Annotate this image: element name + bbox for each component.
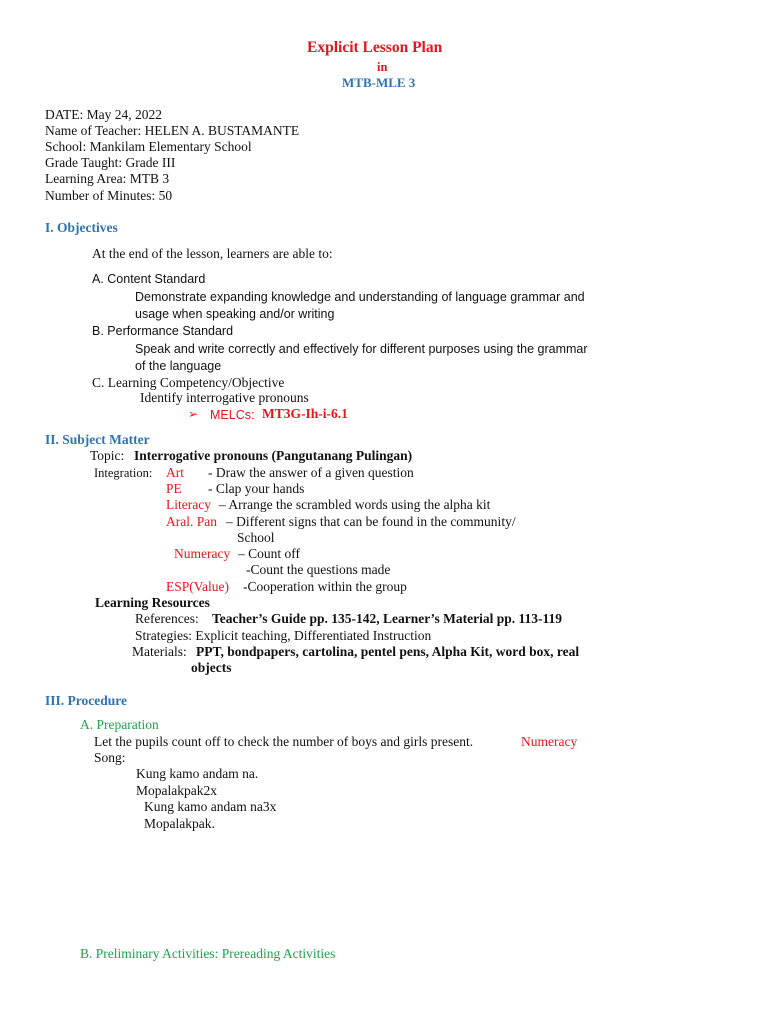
objectives-heading: I. Objectives [45,220,118,235]
integration-literacy-label: Literacy [166,497,211,512]
integration-pe-text: - Clap your hands [208,481,305,496]
content-standard-text-2: usage when speaking and/or writing [135,307,335,321]
topic-label: Topic: [90,448,125,463]
content-standard-label: A. Content Standard [92,272,206,286]
integration-numeracy-label: Numeracy [174,546,231,561]
strategies-text: Strategies: Explicit teaching, Differentiated Instruction [135,628,432,643]
document-subject: MTB-MLE 3 [342,75,416,90]
integration-numeracy-text: – Count off [238,546,301,561]
integration-aral-text-2: School [237,530,275,545]
references-label: References: [135,611,199,626]
materials-text-1: PPT, bondpapers, cartolina, pentel pens, Alpha Kit, word box, real [196,644,580,659]
melc-bullet-icon: ➢ [188,407,199,421]
objectives-intro: At the end of the lesson, learners are able to: [92,246,333,261]
preliminary-heading: B. Preliminary Activities: Prereading Activities [80,946,336,961]
integration-esp-text: -Cooperation within the group [243,579,407,594]
melc-code: MT3G-Ih-i-6.1 [262,406,348,421]
procedure-heading: III. Procedure [45,693,127,708]
info-minutes: Number of Minutes: 50 [45,188,173,203]
integration-aral-text: – Different signs that can be found in the community/ [226,514,516,529]
integration-art-label: Art [166,465,184,480]
song-line-2: Mopalakpak2x [136,783,217,798]
info-date: DATE: May 24, 2022 [45,107,162,122]
competency-label: C. Learning Competency/Objective [92,375,285,390]
preparation-heading: A. Preparation [80,717,159,732]
integration-art-text: - Draw the answer of a given question [208,465,414,480]
preparation-tag: Numeracy [521,734,578,749]
song-label: Song: [94,750,126,765]
info-grade: Grade Taught: Grade III [45,155,176,170]
integration-literacy-text: – Arrange the scrambled words using the alpha kit [219,497,491,512]
content-standard-text-1: Demonstrate expanding knowledge and understanding of language grammar and [135,290,585,304]
song-line-1: Kung kamo andam na. [136,766,259,781]
info-area: Learning Area: MTB 3 [45,171,170,186]
song-line-4: Mopalakpak. [144,816,215,831]
references-text: Teacher’s Guide pp. 135-142, Learner’s Material pp. 113-119 [212,611,562,626]
preparation-text: Let the pupils count off to check the number of boys and girls present. [94,734,474,749]
performance-standard-text-2: of the language [135,359,222,373]
integration-numeracy-text-2: -Count the questions made [246,562,391,577]
info-school: School: Mankilam Elementary School [45,139,252,154]
info-teacher: Name of Teacher: HELEN A. BUSTAMANTE [45,123,300,138]
performance-standard-text-1: Speak and write correctly and effectively for different purposes using the grammar [135,342,588,356]
integration-esp-label: ESP(Value) [166,579,229,594]
title-in: in [377,60,388,74]
document-title: Explicit Lesson Plan [307,39,443,56]
performance-standard-label: B. Performance Standard [92,324,234,338]
competency-text: Identify interrogative pronouns [140,390,309,405]
integration-pe-label: PE [166,481,182,496]
materials-text-2: objects [191,660,232,675]
melc-label: MELCs: [210,408,255,422]
integration-label: Integration: [94,466,153,480]
subject-matter-heading: II. Subject Matter [45,432,150,447]
learning-resources-heading: Learning Resources [95,595,210,610]
topic-text: Interrogative pronouns (Pangutanang Pulingan) [134,448,413,463]
song-line-3: Kung kamo andam na3x [144,799,277,814]
integration-aral-label: Aral. Pan [166,514,217,529]
materials-label: Materials: [132,644,187,659]
